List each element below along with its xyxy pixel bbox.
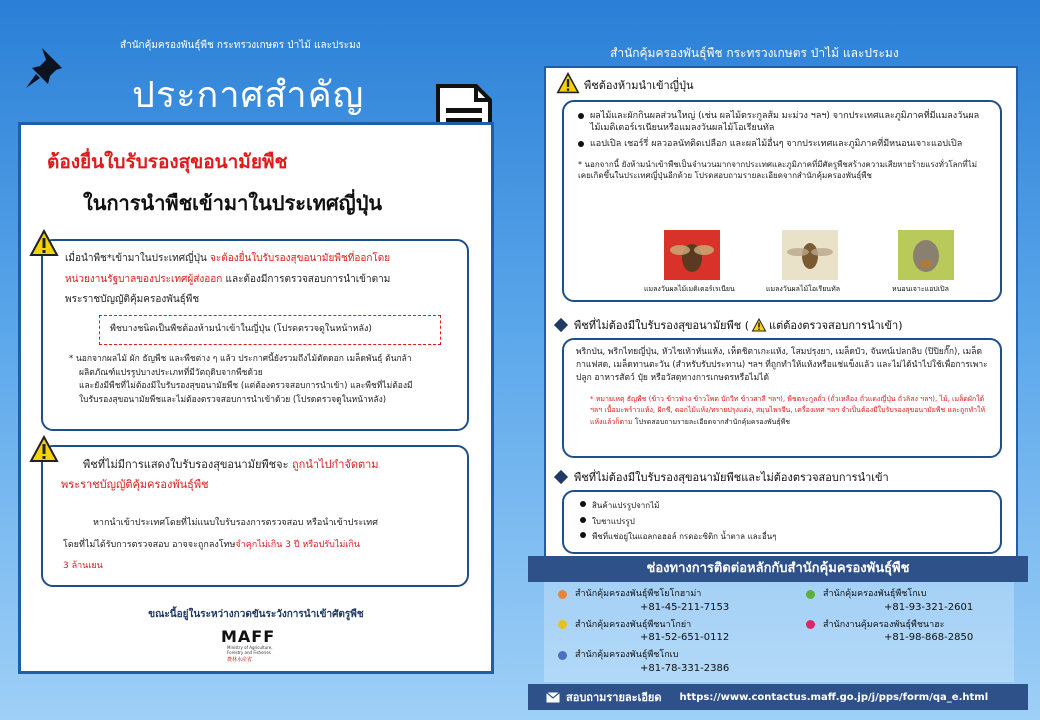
contact-5-phone: +81-78-331-2386: [640, 662, 730, 674]
dashed-note-box: [99, 315, 441, 345]
sec1-title: พืชต้องห้ามนำเข้าญี่ปุ่น: [584, 79, 694, 92]
note-line-1: * นอกจากผลไม้ ผัก ธัญพืช และพืชต่าง ๆ แล้ว ประกาศนี้ยังรวมถึงไม้ตัดดอก เมล็ดพันธุ์ ต้นกล้า: [69, 354, 412, 364]
sec3-item-2: ใบชาแปรรูป: [592, 516, 635, 526]
contact-title-bar: [528, 556, 1028, 582]
contact-dot-green: [806, 590, 815, 599]
box1-text: เมื่อนำพืช*เข้ามาในประเทศญี่ปุ่น: [65, 253, 207, 264]
pushpin-icon: [22, 44, 72, 94]
box2-line-2: หากนำเข้าประเทศโดยที่ไม่แนบใบรับรองการตรวจสอบ หรือนำเข้าประเทศ: [93, 518, 378, 528]
insect-caption-3: หนอนเจาะแอปเปิล: [892, 285, 949, 293]
headline-red: ต้องยื่นใบรับรองสุขอนามัยพืช: [47, 151, 288, 173]
maff-logo-sub: Ministry of Agriculture, Forestry and Fisheries: [227, 645, 273, 655]
diamond-bullet: [554, 318, 568, 332]
contact-dot-yellow: [558, 620, 567, 629]
maff-logo-text: MAFF: [221, 627, 276, 646]
sec2-title-b: แต่ต้องตรวจสอบการนำเข้า): [769, 319, 903, 332]
box2-line-4-red: 3 ล้านเยน: [63, 561, 103, 572]
warning-icon: [556, 72, 580, 94]
box2-red-text: ถูกนำไปกำจัดตาม: [292, 458, 379, 471]
box1-tail: และต้องมีการตรวจสอบการนำเข้าตาม: [225, 273, 391, 285]
box1-tail-2: พระราชบัญญัติคุ้มครองพันธุ์พืช: [65, 294, 200, 305]
codling-moth-image: [898, 230, 954, 280]
oriental-fly-image: [782, 230, 838, 280]
box2-line-3-red: จำคุกไม่เกิน 3 ปี หรือปรับไม่เกิน: [235, 539, 360, 550]
box1-red-text-2: หน่วยงานรัฐบาลของประเทศผู้ส่งออก: [65, 273, 223, 285]
contact-2-name: สำนักคุ้มครองพันธุ์พืชโกเบ: [823, 589, 927, 599]
notice-box-1: [41, 239, 469, 431]
contact-2-phone: +81-93-321-2601: [884, 601, 974, 613]
note-line-3: และยังมีพืชที่ไม่ต้องมีใบรับรองสุขอนามัยพืช (แต่ต้องตรวจสอบการนำเข้า) และพืชที่ไม่ต้องมี: [79, 381, 413, 392]
contact-1-phone: +81-45-211-7153: [640, 601, 730, 613]
page-title: ประกาศสำคัญ: [132, 75, 365, 116]
medfly-image: [664, 230, 720, 280]
insect-caption-1: แมลงวันผลไม้เมดิเตอร์เรเนียน: [644, 285, 735, 293]
headline-black: ในการนำพืชเข้ามาในประเทศญี่ปุ่น: [83, 191, 383, 215]
contact-title: ช่องทางการติดต่อหลักกับสำนักคุ้มครองพันธุ์พืช: [646, 561, 910, 576]
right-panel: [544, 66, 1018, 558]
sec3-title: พืชที่ไม่ต้องมีใบรับรองสุขอนามัยพืชและไม่ต้องตรวจสอบการนำเข้า: [574, 471, 889, 484]
bullet: [578, 141, 584, 147]
contact-dot-blue: [558, 651, 567, 660]
sec2-title-a: พืชที่ไม่ต้องมีใบรับรองสุขอนามัยพืช (: [574, 319, 749, 332]
sec1-note: * นอกจากนี้ ยังห้ามนำเข้าพืชเป็นจำนวนมากจากประเทศและภูมิภาคที่มีศัตรูพืชสร้างความเสียหายร้ายแรงทั่วโลกที่ไม่เคยเกิดขึ้นในประเทศญี่ปุ่นอีกด้วย โปรดสอบถามรายละเอียดจากสำนักคุ้มครองพันธุ์พืช: [578, 160, 977, 181]
note-line-4: ใบรับรองสุขอนามัยพืชและไม่ต้องตรวจสอบการนำเข้าด้วย (โปรดตรวจดูในหน้าหลัง): [79, 394, 387, 405]
sec2-note-red: * หมายเหตุ ธัญพืช (ข้าว ข้าวฟ่าง ข้าวโพด บักวีท ข้าวสาลี ฯลฯ), พืชตระกูลถั่ว (ถั่วเหลือง ถั่วแดงญี่ปุ่น ถั่วลิสง ฯลฯ), ไม้, เมล็ดผักใต้ ฯลฯ เนื้อมะพร้าวแห้ง, ฝักชี, ดอกไม้แห้ง/ทรายปรุงแต่ง, สมุนไพรจีน, เครื่องเทศ ฯลฯ จำเป็นต้องมีใบรับรองสุขอนามัยพืช และถูกทำให้แห้งแล้วก็ตาม: [590, 394, 986, 427]
sec2-note-tail: โปรดสอบถามรายละเอียดจากสำนักคุ้มครองพันธุ์พืช: [634, 418, 791, 427]
footer-note: ขณะนี้อยู่ในระหว่างกวดขันระวังการนำเข้าศัตรูพืช: [148, 609, 364, 620]
insect-caption-2: แมลงวันผลไม้โอเรียนทัล: [766, 285, 840, 293]
inquiry-label: สอบถามรายละเอียด: [566, 691, 662, 704]
bullet: [580, 501, 586, 507]
bullet: [578, 113, 584, 119]
warning-icon: [751, 318, 767, 332]
contact-3-name: สำนักคุ้มครองพันธุ์พืชนาโกย่า: [575, 619, 692, 630]
sec3-item-1: สินค้าแปรรูปจากไม้: [592, 501, 660, 510]
left-org-header: สำนักคุ้มครองพันธุ์พืช กระทรวงเกษตร ป่าไม้ และประมง: [120, 40, 361, 51]
sec1-bullet-1: ผลไม้และผักกินผลส่วนใหญ่ (เช่น ผลไม้ตระกูลส้ม มะม่วง ฯลฯ) จากประเทศและภูมิภาคที่มีแมลงวันผลไม้เมดิเตอร์เรเนียนหรือแมลงวันผลไม้โอเรียนทัล: [590, 111, 980, 134]
inquiry-bar: [528, 684, 1028, 710]
right-org-header: สำนักคุ้มครองพันธุ์พืช กระทรวงเกษตร ป่าไม้ และประมง: [610, 46, 899, 60]
notice-box-2: [41, 445, 469, 587]
diamond-bullet: [554, 470, 568, 484]
contact-panel: [544, 582, 1014, 682]
dashed-note-text: พืชบางชนิดเป็นพืชต้องห้ามนำเข้าในญี่ปุ่น (โปรดตรวจดูในหน้าหลัง): [110, 324, 372, 334]
contact-dot-pink: [806, 620, 815, 629]
contact-dot-orange: [558, 590, 567, 599]
sec2-box: [562, 338, 1002, 458]
warning-icon: [29, 435, 59, 463]
maff-logo: [221, 627, 291, 663]
mail-icon: [546, 692, 560, 703]
sec3-item-3: พืชที่แช่อยู่ในแอลกอฮอล์ กรดอะซิติก น้ำตาล และอื่นๆ: [592, 532, 777, 542]
inquiry-url[interactable]: https://www.contactus.maff.go.jp/j/pps/form/qa_e.html: [679, 691, 989, 703]
bullet: [580, 517, 586, 523]
sec3-box: [562, 490, 1002, 554]
warning-icon: [29, 229, 59, 257]
sec2-text: พริกป่น, พริกไทยญี่ปุ่น, หัวไชเท้าหั่นแห้ง, เห็ดชิตาเกะแห้ง, โสมปรุงยา, เมล็ดบัว, จันทน์เปลกลิบ (ปิปิยกั๊ก), เมล็ดกาแฟสด, เมล็ดทานตะวัน (สำหรับรับประทาน) ฯลฯ ที่ถูกทำให้แห้งหรือแช่แข็งแล้ว และไม่ได้นำไปใช้เพื่อการเพาะปลูก อาหารสัตว์ ปุ๋ย หรือวัสดุทางการเกษตรหรือไม่ได้: [576, 347, 988, 384]
box2-red-text-2: พระราชบัญญัติคุ้มครองพันธุ์พืช: [61, 477, 209, 491]
box2-line-3: โดยที่ไม่ได้รับการตรวจสอบ อาจจะถูกลงโทษ: [63, 539, 236, 550]
contact-1-name: สำนักคุ้มครองพันธุ์พืชโยโกฮาม่า: [575, 589, 702, 599]
contact-4-phone: +81-98-868-2850: [884, 632, 974, 644]
bullet: [580, 532, 586, 538]
contact-3-phone: +81-52-651-0112: [640, 632, 730, 644]
note-line-2: ผลิตภัณฑ์แปรรูปบางประเภทที่มีวัตถุดิบจากพืชด้วย: [79, 367, 263, 378]
box2-text: พืชที่ไม่มีการแสดงใบรับรองสุขอนามัยพืชจะ: [83, 458, 289, 471]
contact-5-name: สำนักคุ้มครองพันธุ์พืชโกเบ: [575, 650, 679, 661]
left-panel: [18, 122, 494, 674]
sec1-box: [562, 100, 1002, 302]
sec1-bullet-2: แอปเปิล เชอร์รี่ ผลวอลนัทติดเปลือก และผลไม้อื่นๆ จากประเทศและภูมิภาคที่มีหนอนเจาะแอปเปิล: [590, 139, 963, 150]
box1-red-text: จะต้องยื่นใบรับรองสุขอนามัยพืชที่ออกโดย: [209, 253, 391, 264]
contact-4-name: สำนักงานคุ้มครองพันธุ์พืชนาฮะ: [823, 619, 945, 630]
maff-logo-jp: 農林水産省: [227, 656, 253, 663]
